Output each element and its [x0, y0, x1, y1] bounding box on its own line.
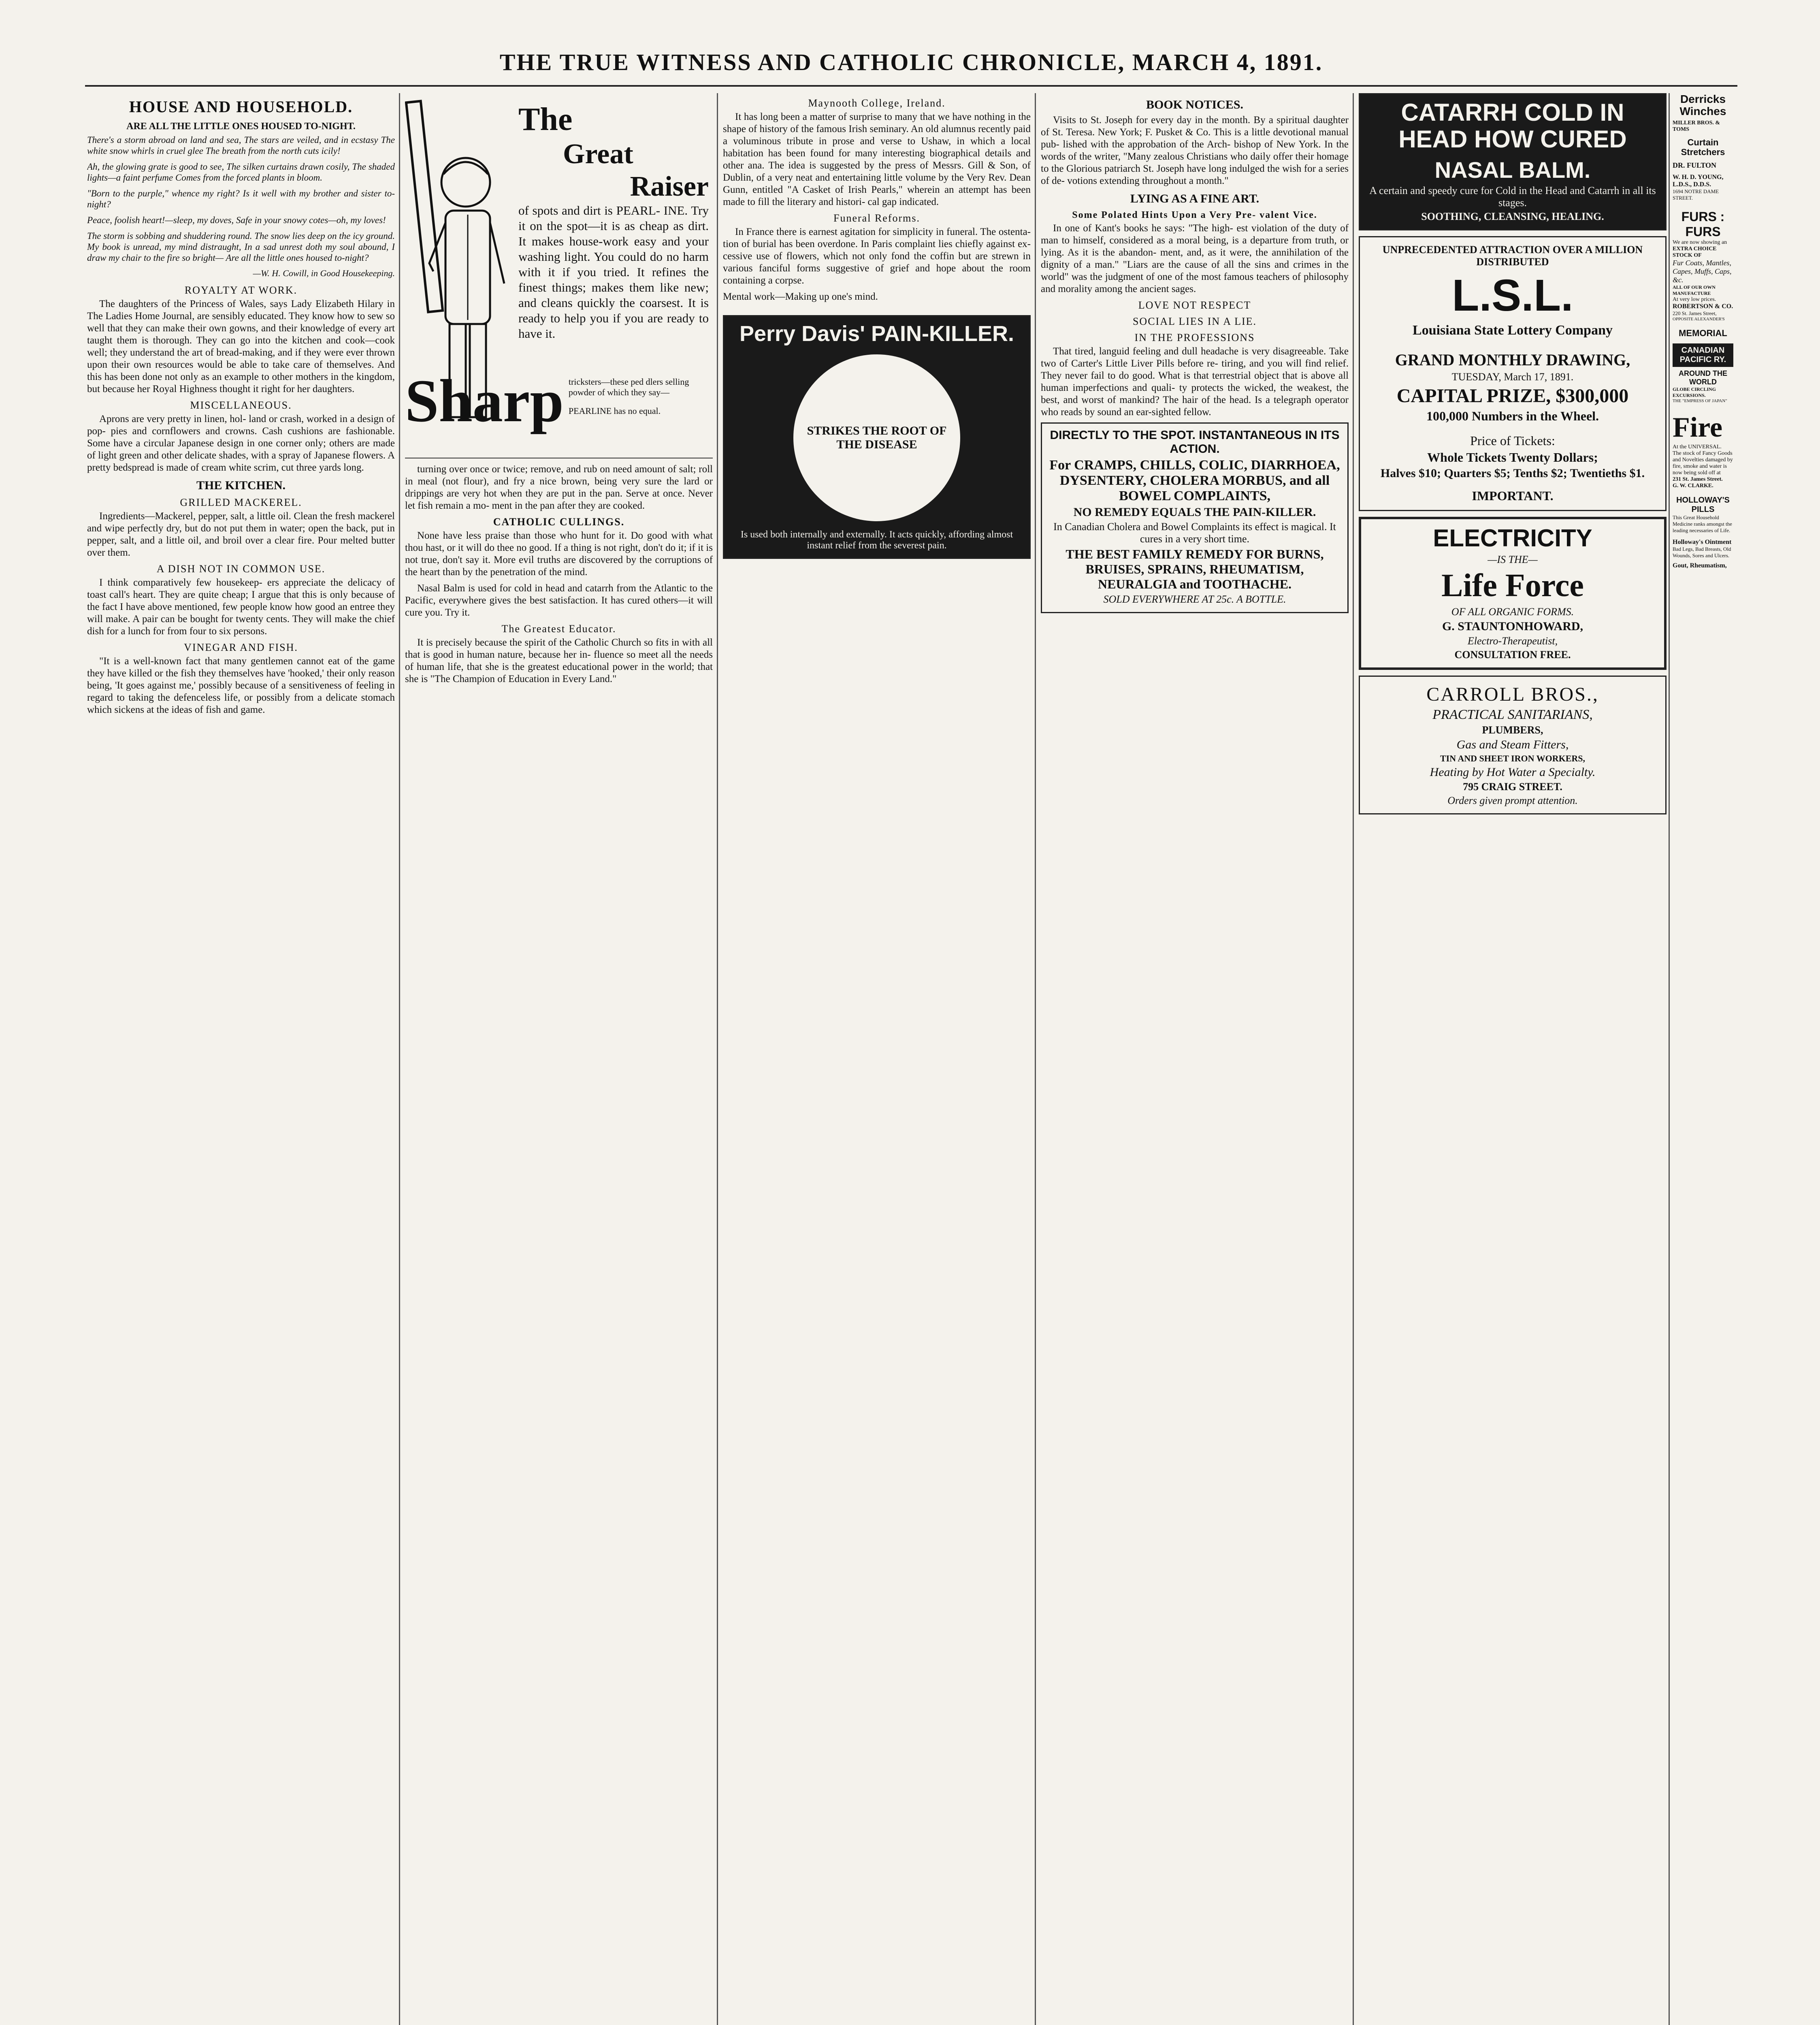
poem-stanza: Ah, the glowing grate is good to see, The silken curtains drawn cosily, The shaded lights—a faint perfume Comes from the forced plants in bloom.	[87, 162, 395, 183]
nasal-balm-tags: SOOTHING, CLEANSING, HEALING.	[1421, 211, 1604, 222]
direct-spot-ad	[1041, 422, 1349, 613]
tin-sheet: TIN AND SHEET IRON WORKERS,	[1440, 753, 1585, 763]
low-prices: At very low prices.	[1673, 296, 1716, 303]
tickets-count: 100,000 Numbers in the Wheel.	[1426, 409, 1599, 423]
consultation-free: CONSULTATION FREE.	[1454, 649, 1571, 661]
nasal-balm-sub: A certain and speedy cure for Cold in the Head and Catarrh in all its stages.	[1369, 185, 1656, 209]
poem-signature: —W. H. Cowill, in Good Housekeeping.	[253, 268, 395, 278]
important-label: IMPORTANT.	[1472, 488, 1554, 503]
lottery-logo: L.S.L.	[1452, 271, 1573, 320]
column-divider	[1669, 93, 1670, 2025]
poem-title: ARE ALL THE LITTLE ONES HOUSED TO-NIGHT.	[126, 121, 356, 132]
james-street: 220 St. James Street,	[1673, 310, 1717, 316]
holloway-pills: HOLLOWAY'S PILLS	[1676, 496, 1730, 514]
electro-therapeutist: Electro-Therapeutist,	[1467, 635, 1558, 647]
nasal-balm-title: NASAL BALM.	[1434, 157, 1591, 183]
fire-text: The stock of Fancy Goods and Novelties damaged by fire, smoke and water is now being sold off at	[1673, 450, 1733, 476]
plumbers: PLUMBERS,	[1482, 724, 1543, 736]
lottery-heading: UNPRECEDENTED ATTRACTION OVER A MILLION DISTRIBUTED	[1382, 244, 1643, 268]
dr-fulton: DR. FULTON	[1673, 161, 1717, 169]
lying-subheading: Some Polated Hints Upon a Very Pre- valent Vice.	[1072, 210, 1317, 220]
derricks-title: Derricks Winches	[1679, 93, 1726, 117]
furs-title: FURS : FURS	[1681, 209, 1725, 239]
ad-great: Great	[563, 139, 633, 170]
fire-address: 231 St. James Street.	[1673, 476, 1723, 482]
column-ads-1	[1359, 93, 1667, 2025]
direct-best: THE BEST FAMILY REMEDY FOR BURNS, BRUISES, SPRAINS, RHEUMATISM, NEURALGIA and TOOTHACHE.	[1066, 547, 1324, 591]
carroll-name: CARROLL BROS.,	[1426, 684, 1599, 705]
lottery-name: Louisiana State Lottery Company	[1413, 323, 1613, 338]
educator-text: It is precisely because the spirit of the Catholic Church so fits in with all that is good in human nature, because her in- fluence so meet all the needs of human life, that she is the greatest educational power in the world; that she is "The Champion of Education in Every Land."	[405, 637, 713, 684]
cullings-text: None have less praise than those who hunt for it. Do good with what thou hast, or it will do thee no good. If a thing is not right, don't do it; if it is not true, don't say it. More evil truths are discovered by the corruptions of the heart than by the penetration of the mind.	[405, 530, 713, 578]
pearline-line: PEARLINE has no equal.	[568, 406, 661, 416]
holloway-sub: This Great Household Medicine ranks amongst the leading necessaries of Life.	[1673, 514, 1732, 533]
professions-heading: IN THE PROFESSIONS	[1134, 332, 1255, 343]
nasal-balm-text: Nasal Balm is used for cold in head and catarrh from the Atlantic to the Pacific, everywhere gives the best satisfaction. It has cured others—it will cure you. Try it.	[405, 583, 713, 618]
social-heading: SOCIAL LIES IN A LIE.	[1132, 315, 1257, 327]
fur-items: Fur Coats, Mantles, Capes, Muffs, Caps, &c.	[1673, 259, 1732, 284]
royalty-text: The daughters of the Princess of Wales, says Lady Elizabeth Hilary in The Ladies Home Journal, are sensibly educated. They know how to sew so well that they can make their own gowns, and their knowledge of every art taught them is thorough. They can go into the kitchen and cook—cook well; they understand the art of bread-making, and if they were ever thrown upon their own resources would be able to take care of themselves. And this has been done not only as an example to other mothers in the kingdom, but because her Royal Highness thought it right for her daughters.	[87, 298, 395, 394]
universal: At the UNIVERSAL.	[1673, 444, 1722, 450]
mental-line: Mental work—Making up one's mind.	[723, 291, 878, 302]
miller-bros: MILLER BROS. & TOMS	[1673, 120, 1720, 132]
vinegar-heading: VINEGAR AND FISH.	[184, 642, 298, 653]
misc-heading: MISCELLANEOUS.	[190, 399, 292, 411]
mackerel-text: Ingredients—Mackerel, pepper, salt, a little oil. Clean the fresh mackerel and wipe perfectly dry, but do not put them in water; open the back, put in pepper, salt, and a little oil, and broil over a clear fire. Pour melted butter over them.	[87, 511, 395, 558]
masthead: THE TRUE WITNESS AND CATHOLIC CHRONICLE, MARCH 4, 1891.	[499, 49, 1323, 75]
electricity-title: ELECTRICITY	[1433, 524, 1592, 552]
sharp-word: Sharp	[405, 367, 564, 435]
mackerel-heading: GRILLED MACKEREL.	[180, 497, 302, 508]
robertson: ROBERTSON & CO.	[1673, 303, 1733, 310]
continued-text: turning over once or twice; remove, and rub on need amount of salt; roll in meal (not flour), and fry a nice brown, being very sure the lard or drippings are very hot when they are put in the pan. Serve at once. Never let fish remain a mo- ment in the pan after they are cooked.	[405, 464, 713, 511]
catarrh-heading: CATARRH COLD IN HEAD HOW CURED	[1398, 99, 1627, 153]
maynooth-heading: Maynooth College, Ireland.	[808, 97, 946, 109]
closing-text: That tired, languid feeling and dull headache is very disagreeable. Take two of Carter's Little Liver Pills before re- tiring, and you will find relief. They never fail to do good. What is that terrestrial object that is above all human imperfections and quali- ty protects the wicked, the weakest, the best, and worst of mankind? The hair of the head. Is a telegraph operator who reads by sound an ear-sighted fellow.	[1041, 346, 1349, 418]
price-heading: Price of Tickets:	[1470, 433, 1555, 448]
column-divider	[717, 93, 718, 2025]
orders: Orders given prompt attention.	[1447, 795, 1578, 806]
furs-showing: We are now showing an	[1673, 239, 1727, 245]
ad-pearline-text: of spots and dirt is PEARL- INE. Try it on the spot—it is as cheap as dirt. It makes house-work easy and your washing light. You could do no harm with it if you tried. It refines the finest things; makes them like new; and cleans quickly the coarsest. It is ready to help you if you are ready to have it.	[518, 203, 709, 341]
direct-equals: NO REMEDY EQUALS THE PAIN-KILLER.	[1073, 505, 1316, 519]
direct-for: For CRAMPS, CHILLS, COLIC, DIARRHOEA, DYSENTERY, CHOLERA MORBUS, and all BOWEL COMPLAINTS,	[1049, 458, 1340, 503]
column-divider	[1035, 93, 1036, 2025]
direct-text: In Canadian Cholera and Bowel Complaints its effect is magical. It cures in a very short time.	[1053, 521, 1336, 545]
painkiller-ad	[723, 315, 1031, 559]
royalty-heading: ROYALTY AT WORK.	[184, 284, 298, 296]
around-world: AROUND THE WORLD	[1679, 369, 1727, 386]
dish-text: I think comparatively few housekeep- ers appreciate the delicacy of toast call's heart. They are quite cheap; I argue that this is only because of the fact I have above mentioned, few people know how good an entree they will make. A pair can be bought for twenty cents. They will make the chief dish for a lunch for from four to six persons.	[87, 577, 395, 637]
poem-stanza: The storm is sobbing and shuddering round. The snow lies deep on the icy ground. My book is unread, my mind distraught, In a sad unrest doth my soul abound, I draw my chair to the fire so bright— Are all the little ones housed to-night?	[87, 231, 395, 263]
sanitarians: PRACTICAL SANITARIANS,	[1432, 707, 1593, 722]
is-the: —IS THE—	[1488, 554, 1538, 565]
funeral-text: In France there is earnest agitation for simplicity in funeral. The ostenta- tion of burial has been overdone. In Paris complaint lies chiefly against ex- cessive use of flowers, which not only fond the coffin but are strewn in various fanciful forms suggestive of grief and hope about the room containing a corpse.	[723, 226, 1031, 286]
direct-price: SOLD EVERYWHERE AT 25c. A BOTTLE.	[1103, 593, 1286, 605]
painkiller-caption: Is used both internally and externally. It acts quickly, affording almost instant relief from the severest pain.	[740, 529, 1013, 551]
funeral-heading: Funeral Reforms.	[833, 212, 920, 224]
clarke: G. W. CLARKE.	[1673, 483, 1713, 489]
gas-steam: Gas and Steam Fitters,	[1456, 738, 1569, 751]
vinegar-text: "It is a well-known fact that many gentlemen cannot eat of the game they have killed or the fish they themselves have 'hooked,' their only reason being, 'It goes against me,' possibly because of a sensitiveness of feeling in regard to taking the defenceless life, or possibly from a delicate stomach which sickens at the ideas of fish and game.	[87, 656, 395, 715]
ad-raiser: Raiser	[630, 171, 709, 202]
staunton-name: G. STAUNTONHOWARD,	[1442, 620, 1583, 633]
notices-heading: BOOK NOTICES.	[1146, 98, 1244, 111]
dr-young: W. H. D. YOUNG, L.D.S., D.D.S.	[1673, 174, 1724, 188]
section-title: HOUSE AND HOUSEHOLD.	[129, 98, 353, 116]
all-own-manufacture: ALL OF OUR OWN MANUFACTURE	[1673, 284, 1716, 296]
ad-the: The	[518, 102, 573, 137]
pearline-ad	[405, 93, 713, 458]
electricity-ad	[1359, 517, 1667, 670]
carroll-ad	[1359, 676, 1667, 814]
poem-stanza: Peace, foolish heart!—sleep, my doves, Safe in your snowy cotes—oh, my loves!	[87, 215, 386, 225]
misc-text: Aprons are very pretty in linen, hol- land or crash, worked in a design of pop- pies and cornflowers and crowns. Cash cushions are fashionable. Some have a circular Japanese design in one corner only; others are made of light green and other delicate shades, with a spray of Japanese flowers. A pretty bedspread is made of cream white scrim, cut three yards long.	[87, 414, 395, 473]
craig-street: 795 CRAIG STREET.	[1463, 781, 1562, 793]
dish-heading: A DISH NOT IN COMMON USE.	[156, 563, 326, 575]
cpr-title: CANADIAN PACIFIC RY.	[1673, 343, 1733, 367]
empress-japan: THE "EMPRESS OF JAPAN"	[1673, 399, 1727, 403]
love-heading: LOVE NOT RESPECT	[1138, 299, 1251, 311]
price-parts: Halves $10; Quarters $5; Tenths $2; Twentieths $1.	[1380, 467, 1645, 480]
educator-heading: The Greatest Educator.	[501, 623, 616, 635]
direct-heading: DIRECTLY TO THE SPOT. INSTANTANEOUS IN ITS ACTION.	[1050, 428, 1340, 456]
column-household	[87, 93, 395, 2025]
sharp-text: tricksters—these ped dlers selling powder of which they say—	[568, 377, 689, 397]
notre-dame-street: 1694 NOTRE DAME STREET.	[1673, 188, 1719, 201]
poem-stanza: There's a storm abroad on land and sea, The stars are veiled, and in ecstasy The white snow whirls in cruel glee The breath from the north cuts icily!	[87, 135, 395, 156]
catarrh-ad	[1359, 93, 1667, 230]
painkiller-title: Perry Davis' PAIN-KILLER.	[739, 322, 1014, 346]
cullings-heading: CATHOLIC CULLINGS.	[493, 516, 625, 528]
ointment-sub: Bad Legs, Bad Breasts, Old Wounds, Sores and Ulcers.	[1673, 546, 1731, 558]
painkiller-target	[793, 354, 960, 521]
drawing-date: TUESDAY, March 17, 1891.	[1451, 371, 1574, 383]
memorial: MEMORIAL	[1679, 328, 1727, 338]
column-pearline	[405, 93, 713, 2025]
kitchen-heading: THE KITCHEN.	[196, 479, 286, 492]
column-divider	[399, 93, 400, 2025]
fire-title: Fire	[1673, 412, 1723, 443]
globe-excursions: GLOBE CIRCLING EXCURSIONS.	[1673, 386, 1716, 398]
grand-drawing: GRAND MONTHLY DRAWING,	[1395, 351, 1630, 369]
organic-forms: OF ALL ORGANIC FORMS.	[1451, 606, 1574, 618]
lottery-ad	[1359, 236, 1667, 511]
masthead-rule	[85, 85, 1737, 87]
column-ads-2	[1673, 93, 1733, 2025]
maynooth-text: It has long been a matter of surprise to many that we have nothing in the shape of history of the famous Irish seminary. An old alumnus recently paid a voluminous tribute in prose and verse to Ushaw, in which a local habitation has been found for many interesting biographical details and other ana. The idea is suggested by the press of Messrs. Gill & Son, of Dublin, of a very neat and entertaining little volume by the Very Rev. Dean Gunn, entitled "A Casket of Irish Pearls," wherein an attempt has been made to fill the literary and histori- cal gap indicated.	[723, 111, 1031, 207]
notices-text: Visits to St. Joseph for every day in the month. By a spiritual daughter of St. Teresa. New York; F. Pusket & Co. This is a little devotional manual pub- lished with the approbation of the Arch- bishop of New York. In the words of the writer, "Many zealous Christians who daily offer their homage to the Glorious patriarch St. Joseph have long indulged the wish for a series of de- votions extending throughout a month."	[1041, 115, 1349, 186]
capital-prize: CAPITAL PRIZE, $300,000	[1396, 385, 1629, 407]
lying-text: In one of Kant's books he says: "The high- est violation of the duty of man to himself, considered as a moral being, is a departure from truth, or lying. As it is the abandon- ment, and, as it were, the annihilation of the dignity of a man." "Liars are the cause of all the sins and crimes in the world" was the judgment of one of the most famous teachers of philosophy and morality among the ancient sages.	[1041, 223, 1349, 294]
column-maynooth	[723, 93, 1031, 2025]
column-notices	[1041, 93, 1349, 2025]
price-whole: Whole Tickets Twenty Dollars;	[1427, 450, 1598, 465]
life-force: Life Force	[1441, 568, 1584, 603]
poem-stanza: "Born to the purple," whence my right? Is it well with my brother and sister to-night?	[87, 188, 395, 209]
extra-choice: EXTRA CHOICE STOCK OF	[1673, 246, 1717, 258]
holloway-ointment: Holloway's Ointment	[1673, 539, 1732, 546]
gout: Gout, Rheumatism,	[1673, 562, 1727, 569]
lying-heading: LYING AS A FINE ART.	[1130, 192, 1260, 205]
poem	[87, 134, 395, 263]
painkiller-circle-text: STRIKES THE ROOT OF THE DISEASE	[807, 424, 947, 451]
opposite: OPPOSITE ALEXANDER'S	[1673, 317, 1725, 322]
column-divider	[1353, 93, 1354, 2025]
heating: Heating by Hot Water a Specialty.	[1430, 765, 1596, 779]
curtain-stretchers: Curtain Stretchers	[1681, 137, 1725, 157]
